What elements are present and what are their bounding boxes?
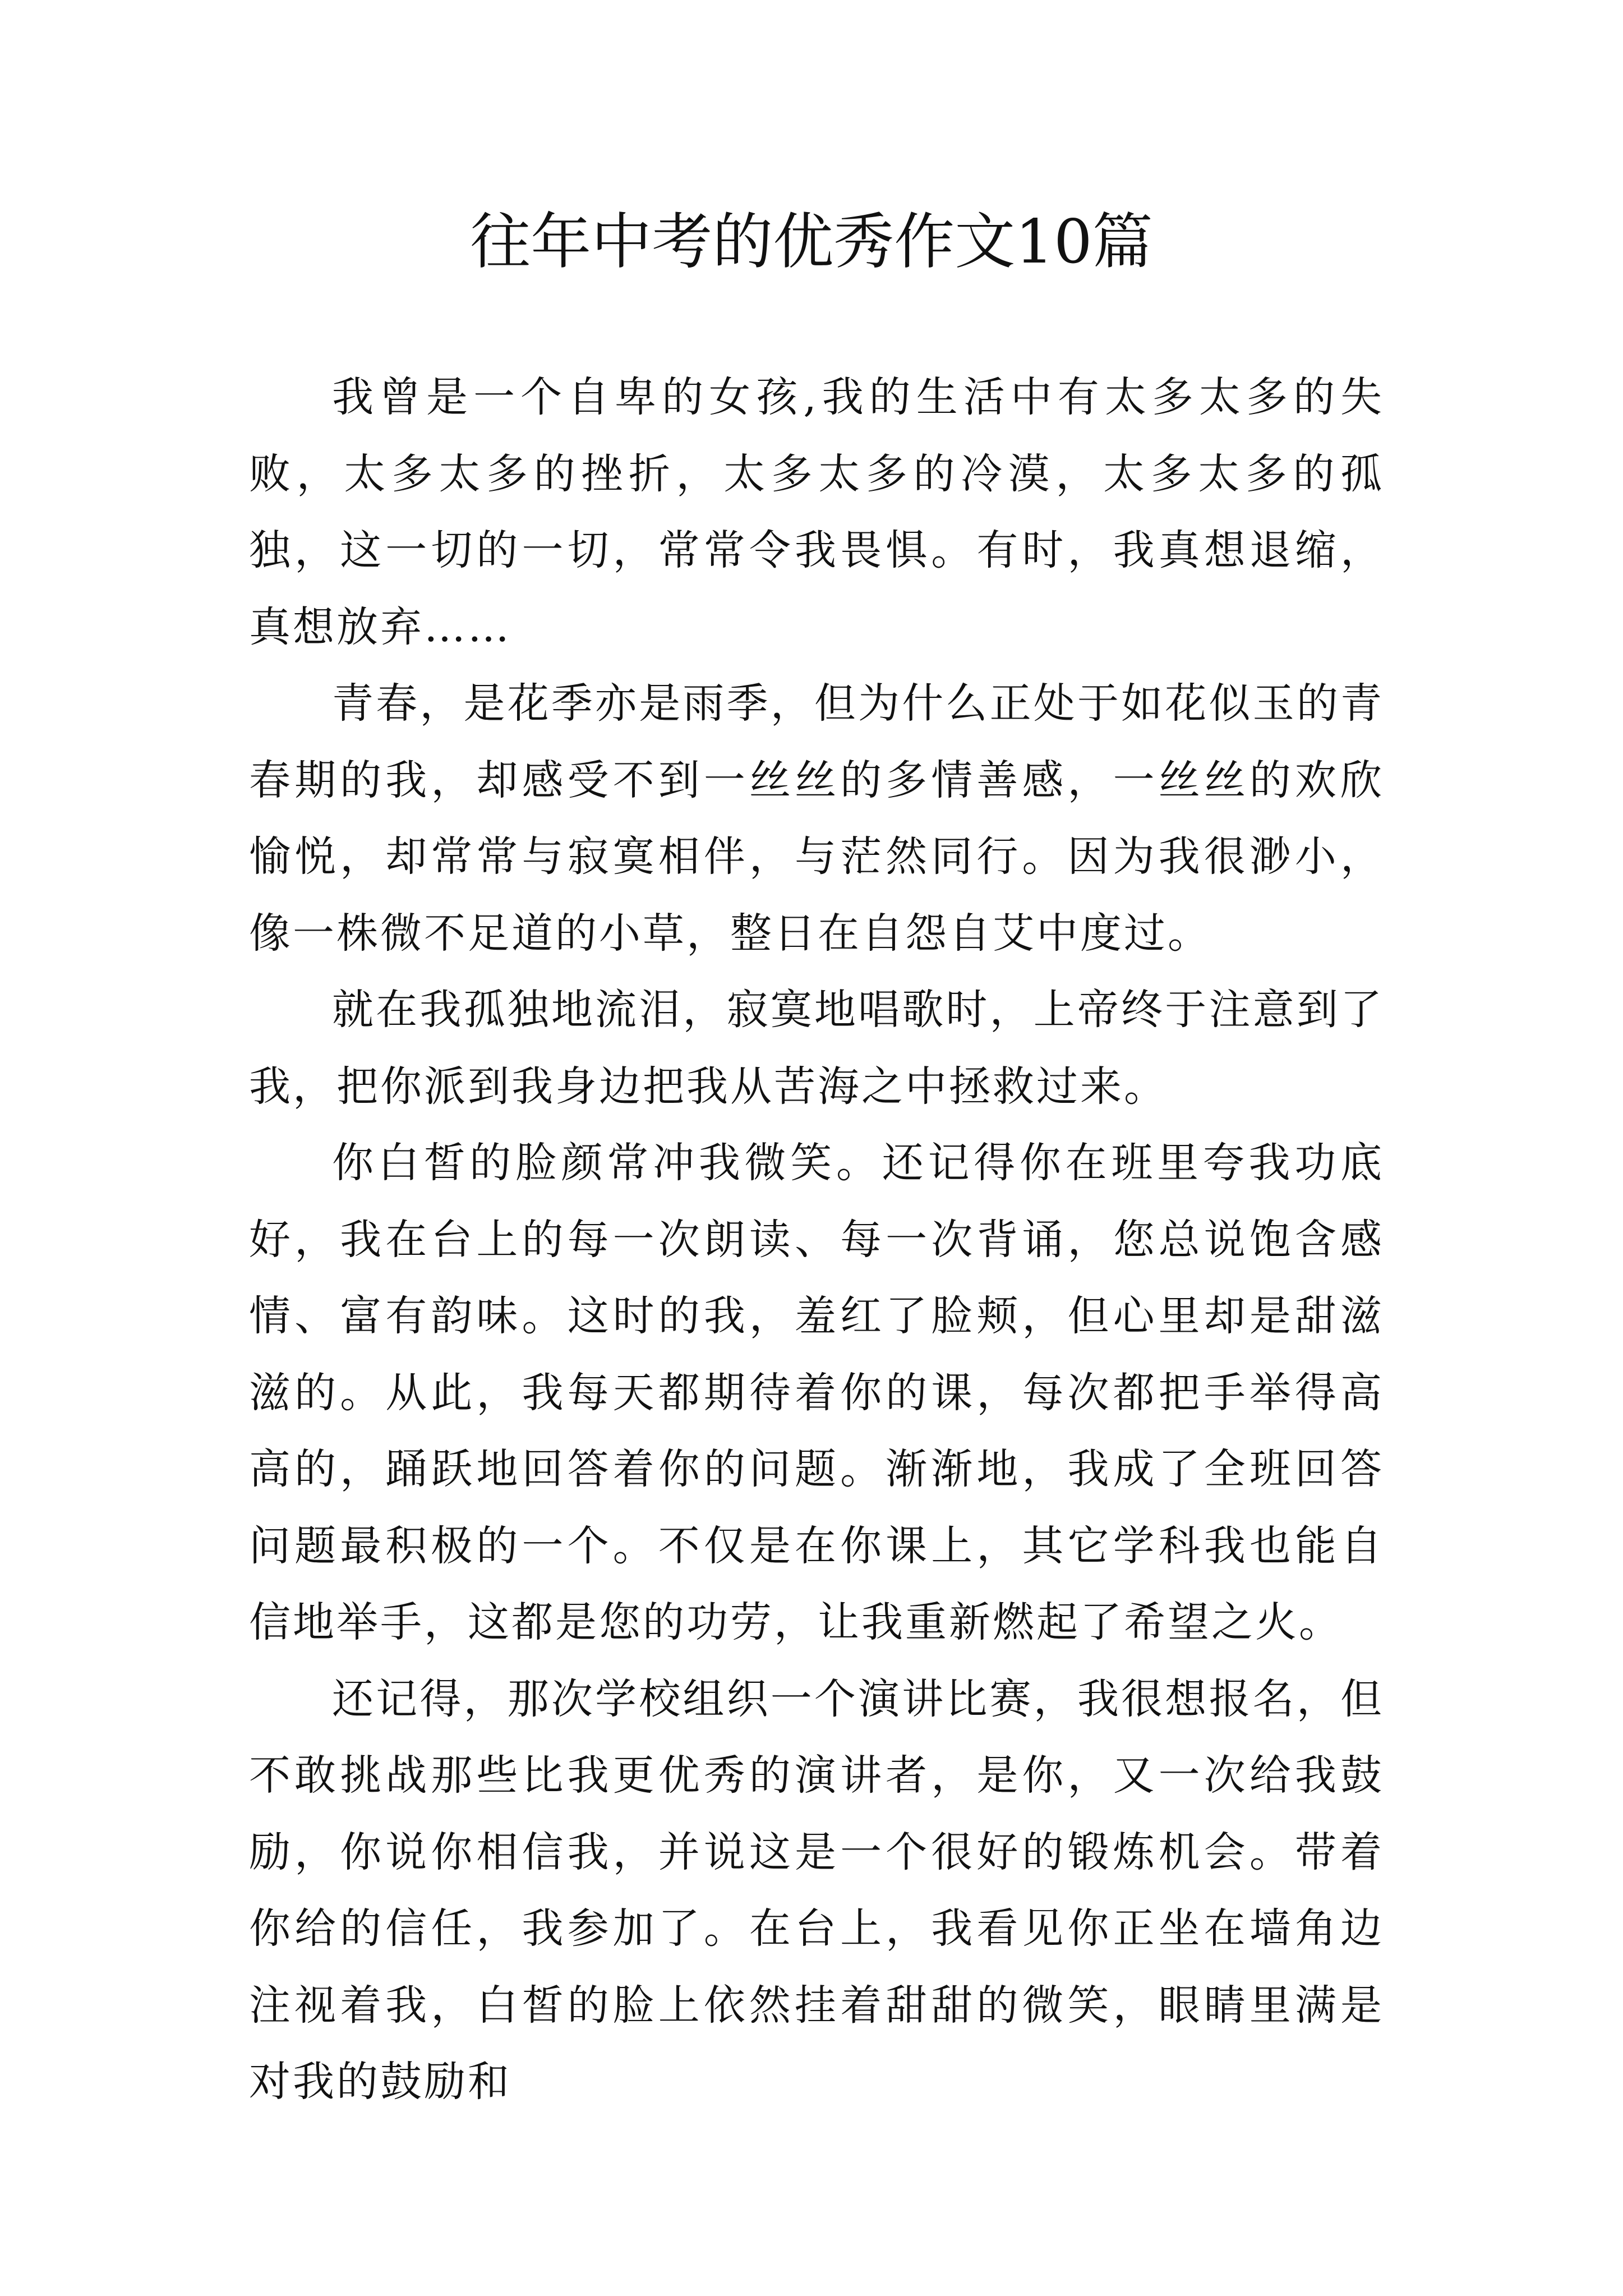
paragraph-5: 还记得，那次学校组织一个演讲比赛，我很想报名，但不敢挑战那些比我更优秀的演讲者，是你，又一次给我鼓励，你说你相信我，并说这是一个很好的锻炼机会。带着你给的信任，我参加了。在台上，我看见你正坐在墙角边注视着我，白皙的脸上依然挂着甜甜的微笑，眼睛里满是对我的鼓励和 [249, 1674, 1384, 2106]
paragraph-3: 就在我孤独地流泪，寂寞地唱歌时，上帝终于注意到了我，把你派到我身边把我从苦海之中拯救过来。 [249, 986, 1384, 1111]
document-body [249, 359, 1384, 2120]
paragraph-2: 青春，是花季亦是雨季，但为什么正处于如花似玉的青春期的我，却感受不到一丝丝的多情善感，一丝丝的欢欣愉悦，却常常与寂寞相伴，与茫然同行。因为我很渺小，像一株微不足道的小草，整日在自怨自艾中度过。 [249, 679, 1384, 958]
paragraph-4: 你白皙的脸颜常冲我微笑。还记得你在班里夸我功底好，我在台上的每一次朗读、每一次背诵，您总说饱含感情、富有韵味。这时的我，羞红了脸颊，但心里却是甜滋滋的。从此，我每天都期待着你的课，每次都把手举得高高的，踊跃地回答着你的问题。渐渐地，我成了全班回答问题最积极的一个。不仅是在你课上，其它学科我也能自信地举手，这都是您的功劳，让我重新燃起了希望之火。 [249, 1139, 1384, 1646]
paragraph-1: 我曾是一个自卑的女孩,我的生活中有太多太多的失败，太多太多的挫折，太多太多的冷漠，太多太多的孤独，这一切的一切，常常令我畏惧。有时，我真想退缩，真想放弃…… [249, 373, 1384, 651]
document-title: 往年中考的优秀作文10篇 [470, 207, 1153, 277]
